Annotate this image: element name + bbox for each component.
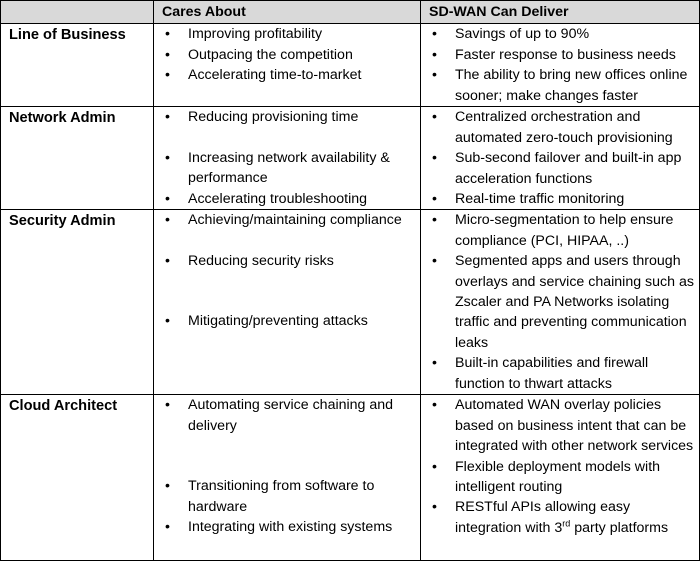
list-item: • Faster response to business needs xyxy=(421,45,697,65)
header-row xyxy=(1,1,700,24)
table-row xyxy=(1,210,700,395)
list-item-text: RESTful APIs allowing easy integration with 3 xyxy=(455,499,631,536)
delivers-list xyxy=(421,210,697,394)
list-item: • Reducing security risks xyxy=(154,251,418,271)
ordinal-suffix: rd xyxy=(562,518,571,529)
list-item: • Mitigating/preventing attacks xyxy=(154,311,418,331)
header-sdwan-delivers: SD-WAN Can Deliver xyxy=(421,1,700,24)
role-line-of-business: Line of Business xyxy=(1,24,154,107)
delivers-list xyxy=(421,24,697,106)
list-item xyxy=(421,497,697,538)
list-item: • Automating service chaining and delivery xyxy=(154,395,418,436)
list-item: • Outpacing the competition xyxy=(154,45,418,65)
list-item: • Flexible deployment models with intelligent routing xyxy=(421,457,697,498)
list-item: • Savings of up to 90% xyxy=(421,24,697,44)
delivers-list xyxy=(421,107,697,209)
list-item: • Centralized orchestration and automated zero-touch provisioning xyxy=(421,107,697,148)
role-cloud-architect: Cloud Architect xyxy=(1,395,154,561)
header-role xyxy=(1,1,154,24)
cares-list xyxy=(154,107,418,209)
list-item: • Accelerating time-to-market xyxy=(154,65,418,85)
list-item: • Accelerating troubleshooting xyxy=(154,189,418,209)
list-item-text: party platforms xyxy=(570,519,669,536)
list-item: • Transitioning from software to hardware xyxy=(154,476,418,517)
list-item: • Integrating with existing systems xyxy=(154,517,418,537)
delivers-cell xyxy=(421,395,700,561)
role-security-admin: Security Admin xyxy=(1,210,154,395)
delivers-cell xyxy=(421,24,700,107)
cares-cell xyxy=(154,24,421,107)
table-row xyxy=(1,107,700,210)
list-item: • Real-time traffic monitoring xyxy=(421,189,697,209)
list-item: • Micro-segmentation to help ensure compliance (PCI, HIPAA, ..) xyxy=(421,210,697,251)
list-item: • Reducing provisioning time xyxy=(154,107,418,127)
delivers-list xyxy=(421,395,697,538)
table-row xyxy=(1,24,700,107)
delivers-cell xyxy=(421,107,700,210)
cares-list xyxy=(154,395,418,537)
cares-list xyxy=(154,210,418,331)
list-item: • Segmented apps and users through overlays and service chaining such as Zscaler and PA Networks isolating traffic and preventing communication leaks xyxy=(421,251,697,353)
header-cares-about: Cares About xyxy=(154,1,421,24)
list-item: • Built-in capabilities and firewall function to thwart attacks xyxy=(421,353,697,394)
cares-list xyxy=(154,24,418,85)
list-item: • Sub-second failover and built-in app acceleration functions xyxy=(421,148,697,189)
list-item: • Achieving/maintaining compliance xyxy=(154,210,418,230)
table-row xyxy=(1,395,700,561)
cares-cell xyxy=(154,210,421,395)
role-network-admin: Network Admin xyxy=(1,107,154,210)
list-item: • Automated WAN overlay policies based on business intent that can be integrated with other network services xyxy=(421,395,697,456)
cares-cell xyxy=(154,107,421,210)
delivers-cell xyxy=(421,210,700,395)
list-item: • Improving profitability xyxy=(154,24,418,44)
list-item: • Increasing network availability & performance xyxy=(154,148,418,189)
list-item: • The ability to bring new offices online sooner; make changes faster xyxy=(421,65,697,106)
cares-cell xyxy=(154,395,421,561)
